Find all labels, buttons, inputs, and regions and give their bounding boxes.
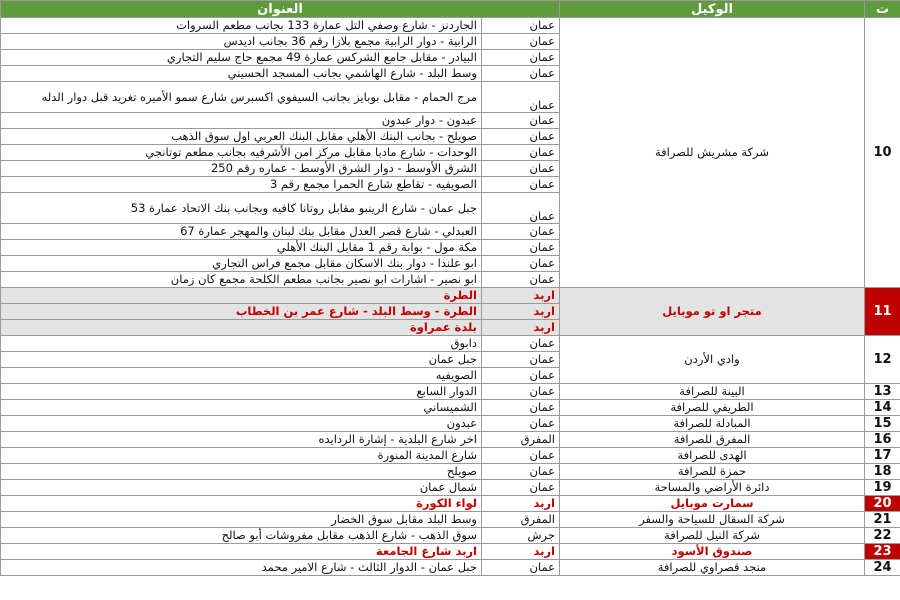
city-cell[interactable]: عمان [482,193,560,224]
city-cell[interactable]: المفرق [482,432,560,448]
city-cell[interactable]: عمان [482,224,560,240]
address-cell[interactable]: صويلح [1,464,482,480]
agent-cell[interactable]: شركة السقال للسياحة والسفر [560,512,865,528]
city-cell[interactable]: اربد [482,544,560,560]
row-number-cell[interactable]: 22 [865,528,900,544]
city-cell[interactable]: عمان [482,177,560,193]
address-cell[interactable]: جبل عمان - الدوار الثالث - شارع الامير محمد [1,560,482,576]
agent-cell[interactable]: المفرق للصرافة [560,432,865,448]
agent-cell[interactable]: وادي الأردن [560,336,865,384]
table-row [1,512,900,528]
city-cell[interactable]: عمان [482,336,560,352]
table-row [1,288,900,304]
header-agent[interactable]: الوكيل [560,1,865,18]
row-number-cell[interactable]: 13 [865,384,900,400]
agent-cell[interactable]: شركة مشريش للصرافة [560,18,865,288]
city-cell[interactable]: عمان [482,113,560,129]
city-cell[interactable]: عمان [482,240,560,256]
address-cell[interactable]: شمال عمان [1,480,482,496]
address-cell[interactable]: لواء الكورة [1,496,482,512]
address-cell[interactable]: الوحدات - شارع مادبا مقابل مركز امن الأشرفيه بجانب مطعم توتانجي [1,145,482,161]
city-cell[interactable]: عمان [482,256,560,272]
table-row [1,432,900,448]
row-number-cell[interactable]: 24 [865,560,900,576]
table-row [1,448,900,464]
table-row [1,496,900,512]
table-row [1,336,900,352]
city-cell[interactable]: عمان [482,34,560,50]
header-no[interactable]: ت [865,1,900,18]
header-row [1,1,900,18]
address-cell[interactable]: الطرة - وسط البلد - شارع عمر بن الخطاب [1,304,482,320]
city-cell[interactable]: عمان [482,384,560,400]
address-cell[interactable]: الصويفيه [1,368,482,384]
address-cell[interactable]: عبدون [1,416,482,432]
address-cell[interactable]: الشميساني [1,400,482,416]
address-cell[interactable]: سوق الذهب - شارع الذهب مقابل مفروشات أبو صالح [1,528,482,544]
row-number-cell[interactable]: 21 [865,512,900,528]
agent-cell[interactable]: صندوق الأسود [560,544,865,560]
city-cell[interactable]: اربد [482,288,560,304]
agent-cell[interactable]: شركة النيل للصرافة [560,528,865,544]
address-cell[interactable]: جبل عمان [1,352,482,368]
agent-cell[interactable]: متجر او تو موبايل [560,288,865,336]
table-row [1,528,900,544]
address-cell[interactable]: العبدلي - شارع قصر العدل مقابل بنك لبنان والمهجر عمارة 67 [1,224,482,240]
address-cell[interactable]: الطرة [1,288,482,304]
table-row [1,416,900,432]
address-cell[interactable]: ابو نصير - اشارات ابو نصير بجانب مطعم الكلحة مجمع كان زمان [1,272,482,288]
row-number-cell[interactable]: 23 [865,544,900,560]
agent-cell[interactable]: البينة للصرافة [560,384,865,400]
row-number-cell[interactable]: 16 [865,432,900,448]
row-number-cell[interactable]: 17 [865,448,900,464]
row-number-cell[interactable]: 11 [865,288,900,336]
table-row [1,400,900,416]
address-cell[interactable]: بلدة عمراوة [1,320,482,336]
address-cell[interactable]: مكة مول - بوابة رقم 1 مقابل البنك الأهلي [1,240,482,256]
address-cell[interactable]: اربد شارع الجامعة [1,544,482,560]
row-number-cell[interactable]: 14 [865,400,900,416]
agent-cell[interactable]: الطريفي للصرافة [560,400,865,416]
agent-cell[interactable]: المبادلة للصرافة [560,416,865,432]
address-cell[interactable]: الجاردنز - شارع وصفي التل عمارة 133 بجانب مطعم السروات [1,18,482,34]
agent-cell[interactable]: الهدى للصرافة [560,448,865,464]
header-address[interactable]: العنوان [1,1,560,18]
row-number-cell[interactable]: 18 [865,464,900,480]
city-cell[interactable]: عمان [482,416,560,432]
city-cell[interactable]: عمان [482,82,560,113]
agent-cell[interactable]: منجد قصراوي للصرافة [560,560,865,576]
agent-cell[interactable]: حمزة للصرافة [560,464,865,480]
city-cell[interactable]: اربد [482,320,560,336]
agent-cell[interactable]: دائرة الأراضي والمساحة [560,480,865,496]
city-cell[interactable]: عمان [482,400,560,416]
table-row [1,384,900,400]
city-cell[interactable]: عمان [482,560,560,576]
address-cell[interactable]: جبل عمان - شارع الرينبو مقابل روتانا كافيه وبجانب بنك الاتحاد عمارة 53 [1,193,482,224]
address-cell[interactable]: اخر شارع البلدية - إشارة الردايده [1,432,482,448]
city-cell[interactable]: اربد [482,496,560,512]
table-row [1,560,900,576]
city-cell[interactable]: عمان [482,368,560,384]
city-cell[interactable]: عمان [482,145,560,161]
row-number-cell[interactable]: 10 [865,18,900,288]
city-cell[interactable]: عمان [482,18,560,34]
city-cell[interactable]: عمان [482,66,560,82]
row-number-cell[interactable]: 12 [865,336,900,384]
address-cell[interactable]: وسط البلد - شارع الهاشمي بجانب المسجد الحسيني [1,66,482,82]
city-cell[interactable]: عمان [482,448,560,464]
address-cell[interactable]: وسط البلد مقابل سوق الخضار [1,512,482,528]
city-cell[interactable]: عمان [482,272,560,288]
address-cell[interactable]: مرج الحمام - مقابل بوبايز بجانب السيفوي اكسبرس شارع سمو الأميره تغريد قبل دوار الدله [1,82,482,113]
city-cell[interactable]: عمان [482,464,560,480]
city-cell[interactable]: المفرق [482,512,560,528]
row-number-cell[interactable]: 15 [865,416,900,432]
city-cell[interactable]: عمان [482,129,560,145]
address-cell[interactable]: الشرق الأوسط - دوار الشرق الأوسط - عماره رقم 250 [1,161,482,177]
table-row [1,544,900,560]
address-cell[interactable]: ابو علندا - دوار بنك الاسكان مقابل مجمع فراس التجاري [1,256,482,272]
agent-cell[interactable]: سمارت موبايل [560,496,865,512]
address-cell[interactable]: دابوق [1,336,482,352]
city-cell[interactable]: عمان [482,161,560,177]
table-row [1,18,900,34]
address-cell[interactable]: الرابية - دوار الرابية مجمع بلازا رقم 36 بجانب اديدس [1,34,482,50]
address-cell[interactable]: شارع المدينة المنورة [1,448,482,464]
city-cell[interactable]: عمان [482,480,560,496]
city-cell[interactable]: جرش [482,528,560,544]
row-number-cell[interactable]: 20 [865,496,900,512]
table-row [1,480,900,496]
row-number-cell[interactable]: 19 [865,480,900,496]
address-cell[interactable]: الدوار السابع [1,384,482,400]
address-cell[interactable]: صويلح - بجانب البنك الأهلي مقابل البنك العربي اول سوق الذهب [1,129,482,145]
address-cell[interactable]: البيادر - مقابل جامع الشركس عمارة 49 مجمع حاج سليم التجاري [1,50,482,66]
city-cell[interactable]: عمان [482,50,560,66]
address-cell[interactable]: عبدون - دوار عبدون [1,113,482,129]
table-row [1,464,900,480]
table-body [1,18,900,576]
city-cell[interactable]: اربد [482,304,560,320]
city-cell[interactable]: عمان [482,352,560,368]
address-cell[interactable]: الصويفيه - تقاطع شارع الحمرا مجمع رقم 3 [1,177,482,193]
